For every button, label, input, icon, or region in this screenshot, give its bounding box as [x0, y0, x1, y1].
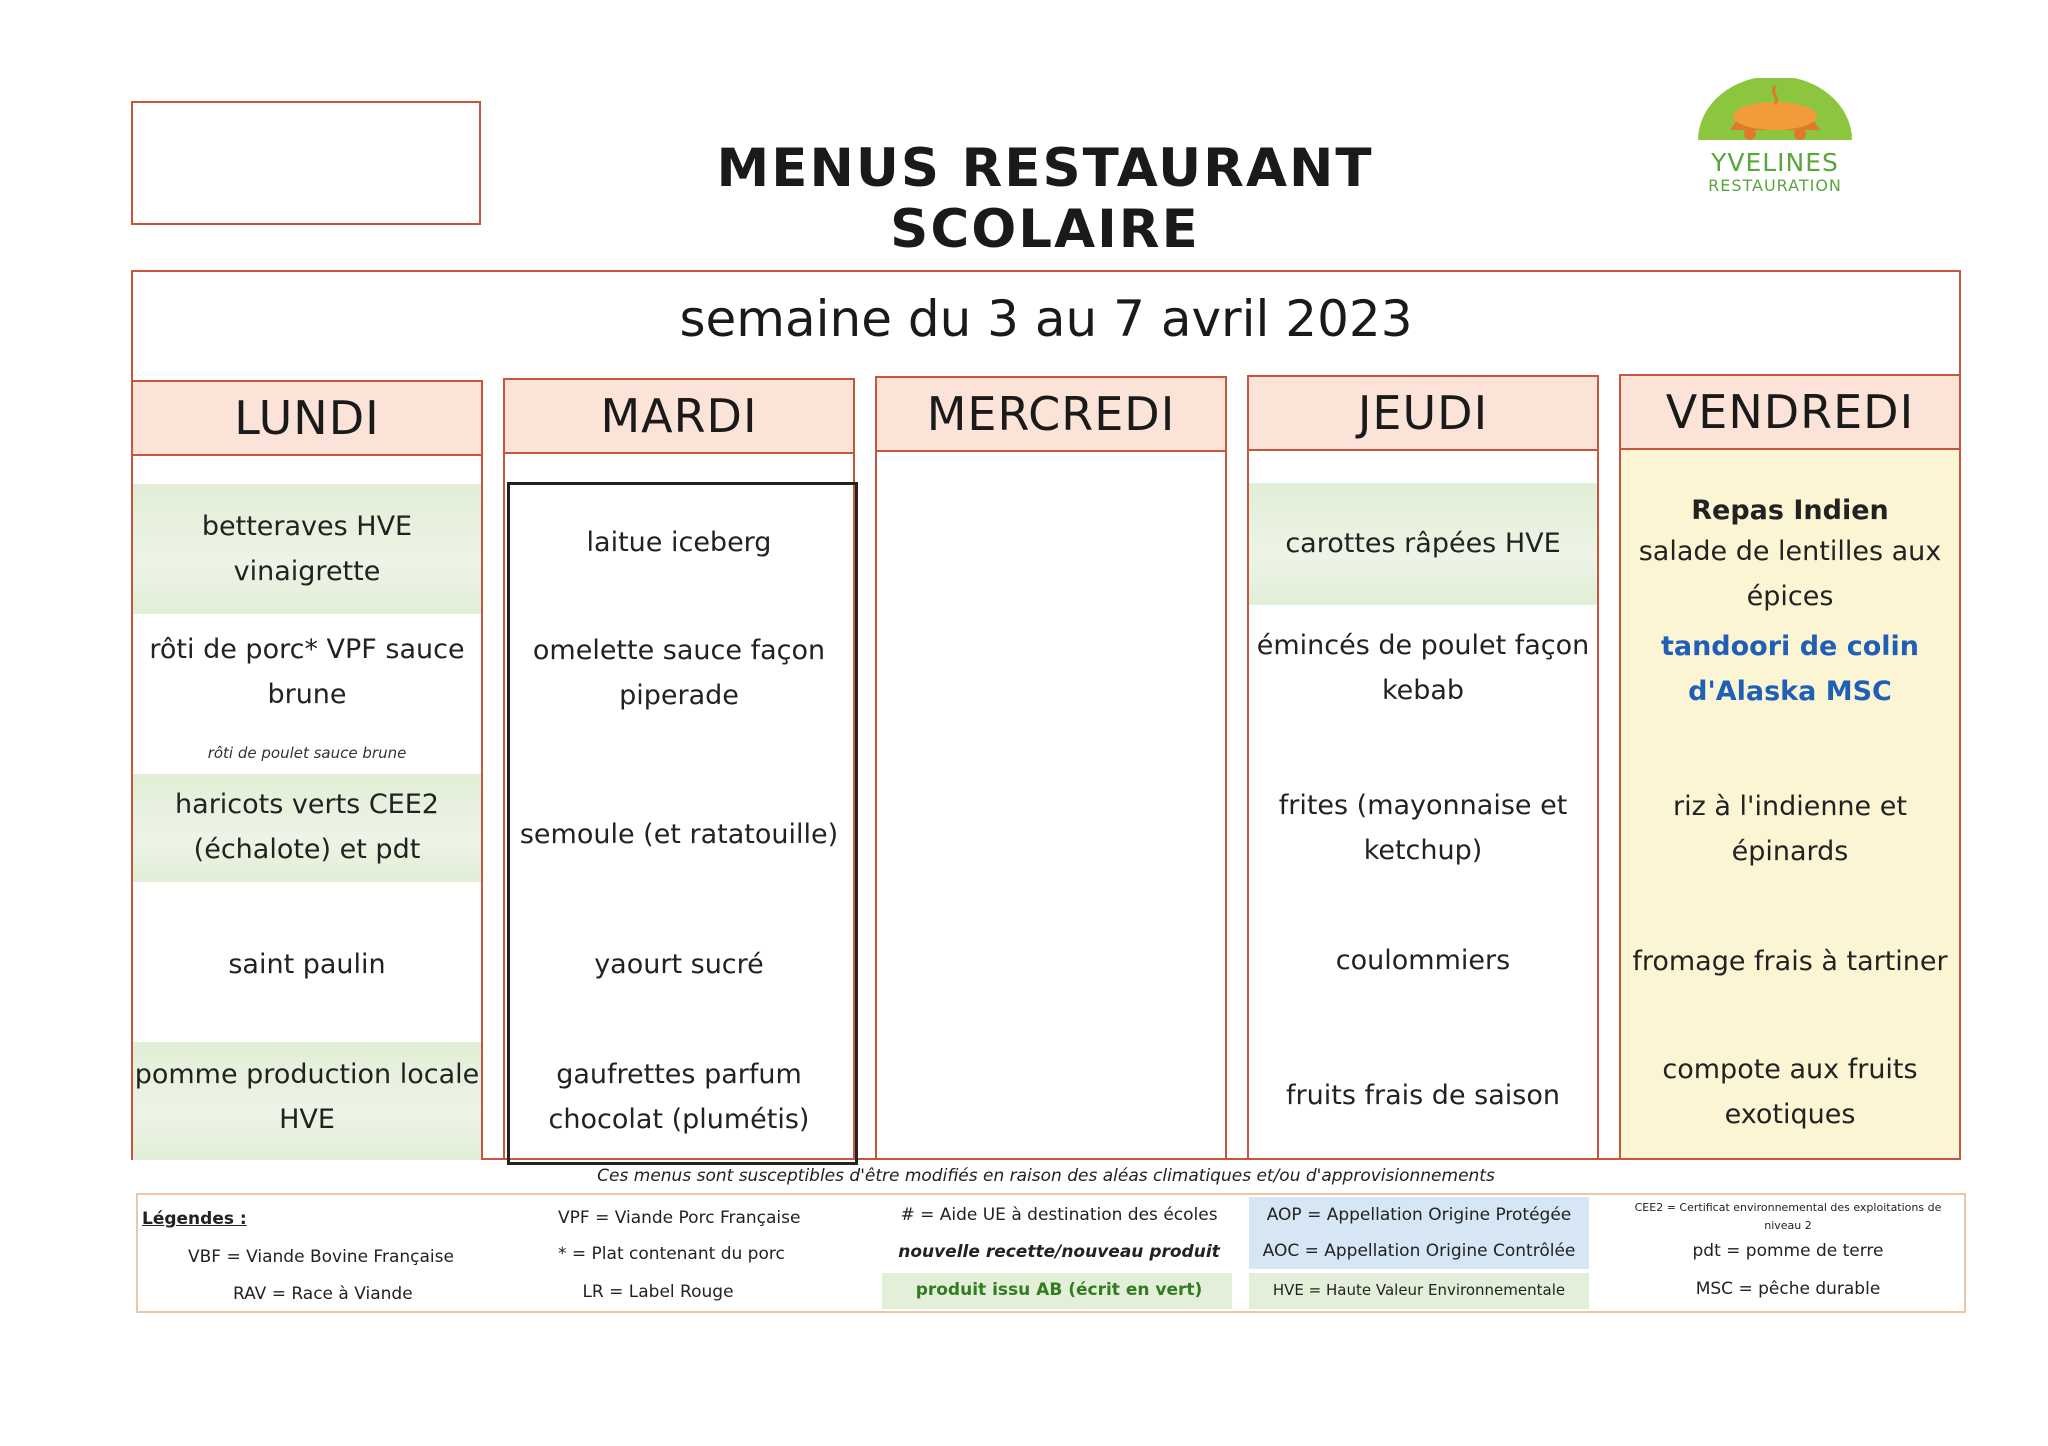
side-dish	[133, 774, 481, 882]
dessert-line-1: gaufrettes parfum	[556, 1059, 802, 1090]
day-column-lundi	[131, 380, 483, 1160]
side-dish: semoule (et ratatouille)	[519, 819, 839, 850]
day-header: MARDI	[505, 380, 853, 454]
starter-line-2: vinaigrette	[233, 556, 381, 587]
main-alternative: rôti de poulet sauce brune	[207, 744, 407, 762]
day-column-jeudi	[1247, 375, 1599, 1160]
legend-pdt: pdt = pomme de terre	[1692, 1241, 1884, 1261]
week-title: semaine du 3 au 7 avril 2023	[679, 290, 1413, 348]
starter: carottes râpées HVE	[1249, 483, 1597, 605]
legend-aop: AOP = Appellation Origine Protégée	[1266, 1205, 1572, 1225]
dessert-line-2: chocolat (plumétis)	[548, 1104, 810, 1135]
side-line-2: épinards	[1731, 836, 1849, 867]
theme-title: Repas Indien	[1691, 495, 1889, 526]
legend-msc: MSC = pêche durable	[1695, 1279, 1881, 1299]
cheese: saint paulin	[228, 949, 386, 980]
starter-line-1: betteraves HVE	[201, 511, 413, 542]
dessert: fruits frais de saison	[1286, 1080, 1560, 1111]
cheese: fromage frais à tartiner	[1632, 946, 1948, 977]
starter	[1621, 529, 1959, 619]
starter-line-1: salade de lentilles aux	[1638, 536, 1942, 567]
disclaimer-note: Ces menus sont susceptibles d'être modifiés en raison des aléas climatiques et/ou d'approvisionnements	[597, 1166, 1495, 1186]
side-line-1: haricots verts CEE2	[175, 789, 439, 820]
legend-ab: produit issu AB (écrit en vert)	[915, 1280, 1203, 1300]
dessert	[133, 1042, 481, 1160]
logo-text-restauration: RESTAURATION	[1708, 176, 1842, 195]
main-line-2: piperade	[619, 680, 739, 711]
empty-label-box	[131, 101, 481, 225]
day-header: MERCREDI	[877, 378, 1225, 452]
day-column-mercredi	[875, 376, 1227, 1160]
logo	[1680, 78, 1870, 203]
main-line-1: émincés de poulet façon	[1256, 630, 1590, 661]
starter-line-2: épices	[1746, 581, 1834, 612]
main-dish	[1249, 623, 1597, 713]
legend-title: Légendes :	[142, 1209, 247, 1229]
main-line-2: d'Alaska MSC	[1688, 676, 1892, 707]
page-title: MENUS RESTAURANT SCOLAIRE	[716, 138, 1374, 260]
dessert-line-1: pomme production locale	[134, 1059, 480, 1090]
side-line-2: (échalote) et pdt	[193, 834, 421, 865]
starter	[133, 484, 481, 614]
cheese: yaourt sucré	[594, 949, 764, 980]
cheese: coulommiers	[1335, 945, 1511, 976]
dessert	[1621, 1047, 1959, 1137]
main-dish	[133, 627, 481, 717]
main-line-2: kebab	[1381, 675, 1465, 706]
logo-text-yvelines: YVELINES	[1711, 148, 1839, 177]
day-header: JEUDI	[1249, 377, 1597, 451]
day-header: LUNDI	[133, 382, 481, 456]
mardi-highlight-box	[507, 482, 858, 1165]
main-line-1: rôti de porc* VPF sauce	[149, 634, 465, 665]
legend-cee2-line2: niveau 2	[1764, 1219, 1812, 1232]
main-line-1: tandoori de colin	[1660, 631, 1920, 662]
legend-cee2-line1: CEE2 = Certificat environnemental des exploitations de	[1634, 1201, 1942, 1214]
side-line-2: ketchup)	[1363, 835, 1483, 866]
legend-nouveau: nouvelle recette/nouveau produit	[898, 1242, 1220, 1262]
legend-hve: HVE = Haute Valeur Environnementale	[1272, 1281, 1566, 1299]
starter: laitue iceberg	[586, 527, 772, 558]
day-header: VENDREDI	[1621, 376, 1959, 450]
side-line-1: riz à l'indienne et	[1673, 791, 1907, 822]
main-line-2: brune	[267, 679, 347, 710]
day-column-vendredi	[1619, 374, 1961, 1160]
legend-lr: LR = Label Rouge	[582, 1282, 734, 1302]
side-dish	[1621, 784, 1959, 874]
legend-porc: * = Plat contenant du porc	[558, 1244, 785, 1264]
dessert-line-2: exotiques	[1724, 1099, 1856, 1130]
legend-vbf: VBF = Viande Bovine Française	[188, 1247, 454, 1267]
main-dish	[1621, 624, 1959, 714]
legend-vpf: VPF = Viande Porc Française	[558, 1208, 801, 1228]
side-line-1: frites (mayonnaise et	[1278, 790, 1568, 821]
dessert-line-2: HVE	[279, 1104, 335, 1135]
side-dish	[1249, 783, 1597, 873]
legend-rav: RAV = Race à Viande	[233, 1284, 413, 1304]
legend-aoc: AOC = Appellation Origine Contrôlée	[1262, 1241, 1576, 1261]
dessert-line-1: compote aux fruits	[1662, 1054, 1918, 1085]
main-line-1: omelette sauce façon	[532, 635, 826, 666]
legend-ue: # = Aide UE à destination des écoles	[900, 1205, 1218, 1225]
legend-box	[136, 1193, 1966, 1313]
